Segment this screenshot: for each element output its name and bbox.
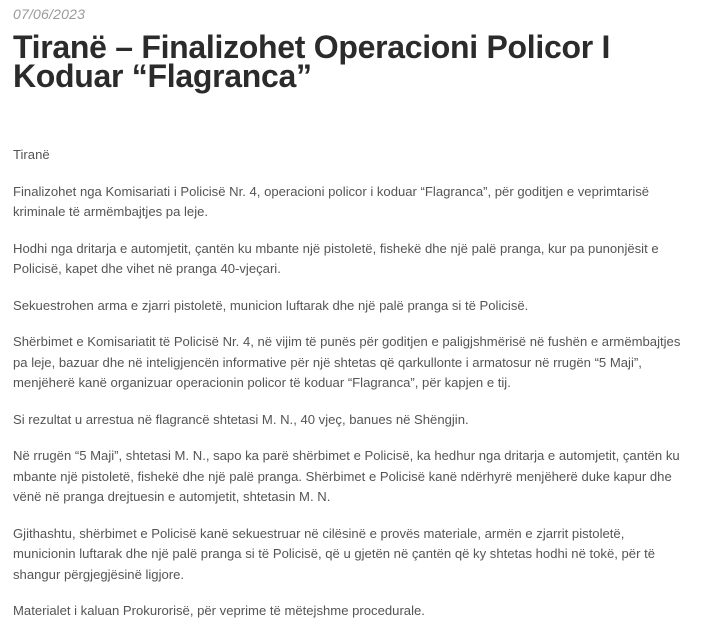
article-paragraph-location: Tiranë bbox=[13, 147, 50, 162]
article-body bbox=[13, 145, 683, 638]
article-paragraph: Gjithashtu, shërbimet e Policisë kanë sekuestruar në cilësinë e provës materiale, armën e zjarrit pistoletë, municionin luftarak dhe një palë pranga si të Policisë, që u gjetën në çantën që ky shtetas hodhi në tokë, për të shangur përgjegjësinë ligjore. bbox=[13, 525, 656, 582]
article-date: 07/06/2023 bbox=[13, 6, 86, 22]
article-paragraph: Sekuestrohen arma e zjarri pistoletë, municion luftarak dhe një palë pranga si të Policisë. bbox=[13, 297, 529, 313]
article-paragraph: Materialet i kaluan Prokurorisë, për veprime të mëtejshme procedurale. bbox=[13, 603, 425, 618]
article-paragraph: Në rrugën “5 Maji”, shtetasi M. N., sapo ka parë shërbimet e Policisë, ka hedhur nga dritarja e automjetit, çantën ku mbante një pistoletë, fishekë dhe një palë pranga. Shërbimet e Policisë kanë ndërhyrë menjëherë duke kapur dhe vënë në pranga drejtuesin e automjetit, shtetasin M. N. bbox=[13, 448, 680, 504]
article-title: Tiranë – Finalizohet Operacioni Policor I Koduar “Flagranca” bbox=[13, 29, 611, 94]
article-paragraph: Shërbimet e Komisariatit të Policisë Nr. 4, në vijim të punës për goditjen e paligjshmërisë në fushën e armëmbajtjes pa leje, bazuar dhe në inteligjencën informative për një shtetas që qarkullonte i armatosur në rrugën “5 Maji”, menjëherë kanë organizuar operacionin policor të koduar “Flagranca”, për kapjen e tij. bbox=[13, 334, 681, 390]
article-paragraph: Hodhi nga dritarja e automjetit, çantën ku mbante një pistoletë, fishekë dhe një palë pranga, kur pa punonjësit e Policisë, kapet dhe vihet në pranga 40-vjeçari. bbox=[13, 240, 659, 276]
article-paragraph: Finalizohet nga Komisariati i Policisë Nr. 4, operacioni policor i koduar “Flagranca”, për goditjen e veprimtarisë kriminale të armëmbajtjes pa leje. bbox=[13, 183, 650, 219]
article-paragraph: Si rezultat u arrestua në flagrancë shtetasi M. N., 40 vjeç, banues në Shëngjin. bbox=[13, 411, 469, 427]
